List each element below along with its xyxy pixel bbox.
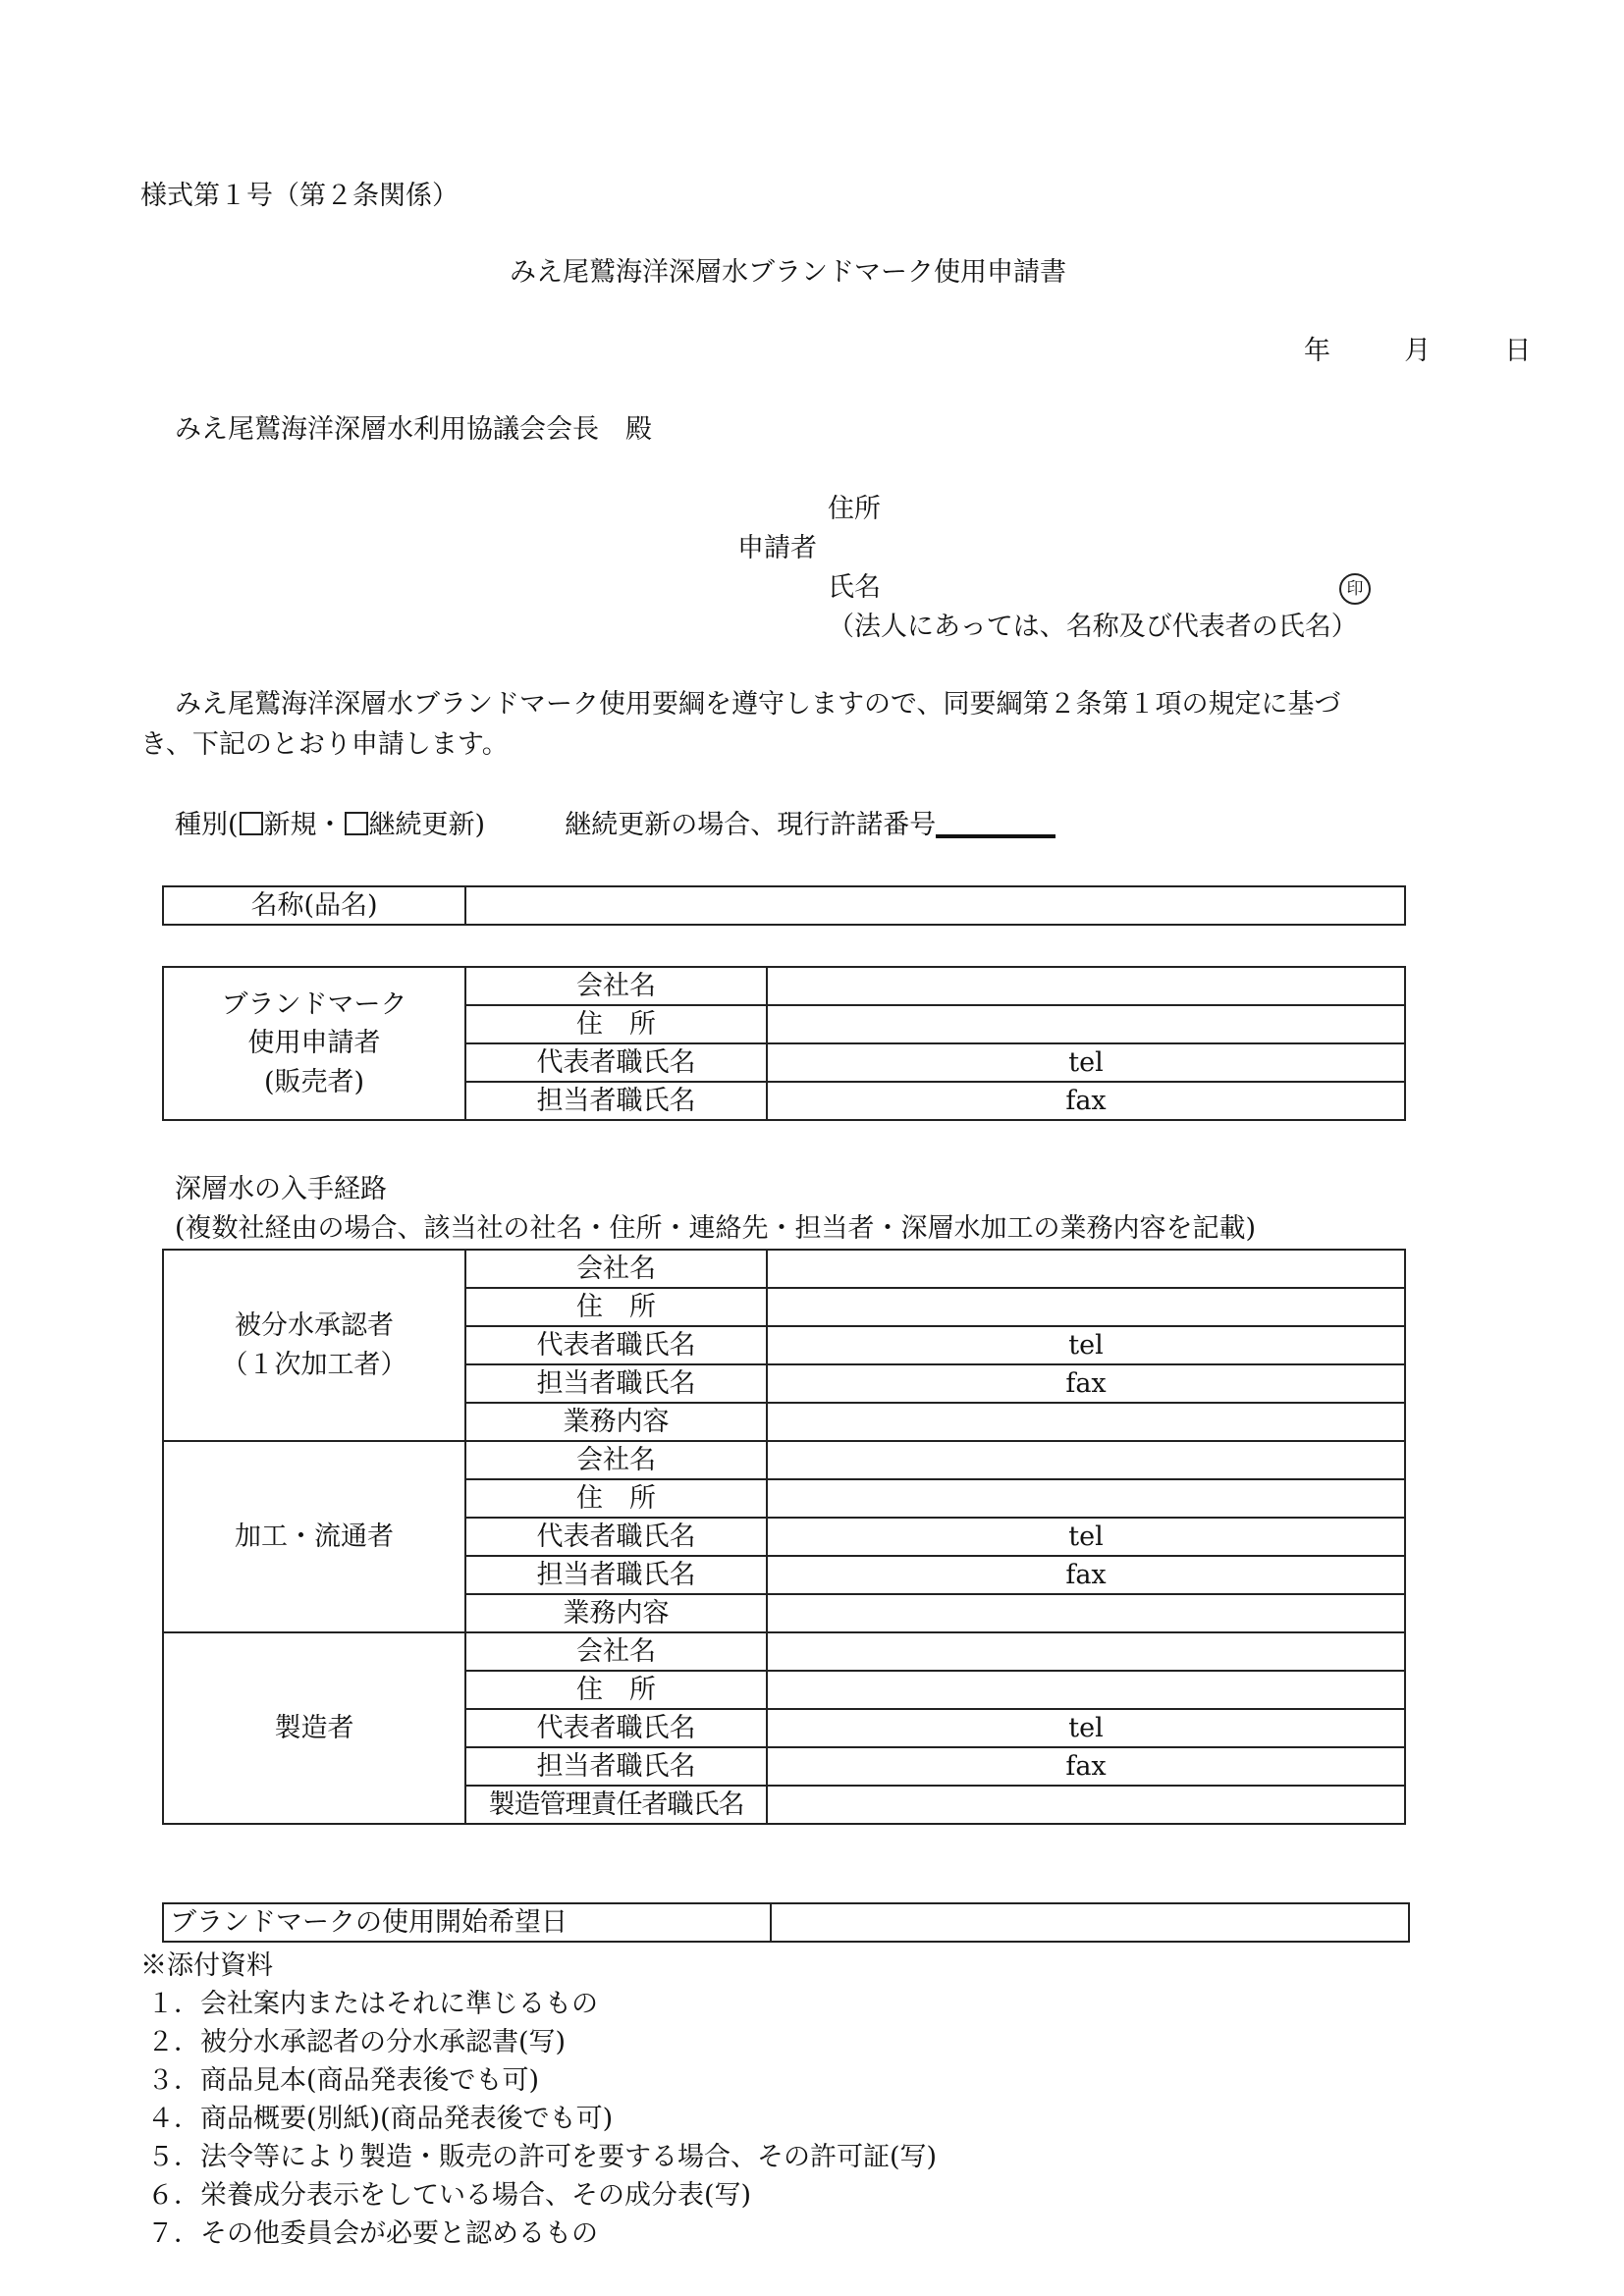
attachments-heading: ※添付資料	[140, 1950, 273, 1981]
route-row-label: 住 所	[465, 1288, 767, 1326]
seller-representative-field[interactable]: tel	[767, 1043, 1405, 1082]
date-year-label: 年	[1304, 336, 1330, 366]
route-row-label: 代表者職氏名	[465, 1709, 767, 1747]
route-field[interactable]	[767, 1671, 1405, 1709]
route-field[interactable]	[767, 1479, 1405, 1518]
route-note: (複数社経由の場合、該当社の社名・住所・連絡先・担当者・深層水加工の業務内容を記載)	[175, 1213, 1257, 1244]
type-suffix: )	[474, 810, 486, 840]
start-date-label: ブランドマークの使用開始希望日	[163, 1903, 771, 1942]
applicant-label: 申請者	[737, 533, 817, 563]
route-group-label-line: 加工・流通者	[235, 1522, 394, 1552]
route-row-label: 会社名	[465, 1250, 767, 1288]
attachment-item: １．会社案内またはそれに準じるもの	[147, 1989, 598, 2019]
type-option-new: 新規	[263, 810, 317, 840]
attachment-item: ５．法令等により製造・販売の許可を要する場合、その許可証(写)	[147, 2142, 938, 2172]
product-name-table	[162, 885, 1406, 926]
route-row-label: 住 所	[465, 1671, 767, 1709]
route-table	[162, 1249, 1406, 1825]
seller-row-label: 担当者職氏名	[465, 1082, 767, 1120]
applicant-name-label: 氏名	[828, 572, 881, 603]
applicant-note: （法人にあっては、名称及び代表者の氏名）	[828, 612, 1358, 642]
attachment-item: ４．商品概要(別紙)(商品発表後でも可)	[147, 2104, 614, 2134]
attachment-item: ２．被分水承認者の分水承認書(写)	[147, 2027, 567, 2057]
route-row-label: 業務内容	[465, 1403, 767, 1441]
route-field[interactable]	[767, 1288, 1405, 1326]
route-group-label-line: 被分水承認者	[235, 1310, 394, 1342]
route-field[interactable]: tel	[767, 1518, 1405, 1556]
table-row	[163, 1250, 1405, 1288]
table-row	[163, 886, 1405, 925]
applicant-address-label: 住所	[828, 494, 881, 524]
attachment-item: ７．その他委員会が必要と認めるもの	[147, 2218, 598, 2249]
seller-table	[162, 966, 1406, 1121]
body-line-2: き、下記のとおり申請します。	[140, 729, 509, 760]
date-line	[1304, 338, 1531, 364]
seller-group-label	[163, 967, 465, 1120]
checkbox-new[interactable]	[240, 812, 263, 835]
table-row	[163, 1903, 1409, 1942]
route-field[interactable]	[767, 1786, 1405, 1824]
start-date-field[interactable]	[771, 1903, 1409, 1942]
type-option-renew: 継続更新	[368, 810, 475, 840]
route-group-label-line: 製造者	[274, 1713, 354, 1743]
attachment-item: ６．栄養成分表示をしている場合、その成分表(写)	[147, 2180, 752, 2211]
seller-company-field[interactable]	[767, 967, 1405, 1005]
table-row	[163, 1632, 1405, 1671]
route-row-label: 代表者職氏名	[465, 1518, 767, 1556]
seller-row-label: 代表者職氏名	[465, 1043, 767, 1082]
route-group-label	[163, 1250, 465, 1441]
route-field[interactable]	[767, 1441, 1405, 1479]
route-group-label-line: （１次加工者）	[221, 1349, 407, 1380]
route-heading: 深層水の入手経路	[175, 1174, 387, 1204]
type-separator: ・	[316, 810, 344, 840]
type-prefix: 種別(	[175, 810, 239, 840]
route-row-label: 担当者職氏名	[465, 1364, 767, 1403]
seller-row-label: 住 所	[465, 1005, 767, 1043]
body-line-1: みえ尾鷲海洋深層水ブランドマーク使用要綱を遵守しますので、同要綱第２条第１項の規定に基づ	[175, 689, 1341, 720]
route-field[interactable]: fax	[767, 1364, 1405, 1403]
route-row-label: 代表者職氏名	[465, 1326, 767, 1364]
seller-group-label-line: ブランドマーク	[221, 989, 407, 1021]
seal-mark: 印	[1339, 573, 1371, 605]
route-row-label: 製造管理責任者職氏名	[465, 1786, 767, 1824]
route-group-label	[163, 1632, 465, 1824]
seller-address-field[interactable]	[767, 1005, 1405, 1043]
product-name-field[interactable]	[465, 886, 1405, 925]
product-name-label: 名称(品名)	[163, 886, 465, 925]
route-field[interactable]: tel	[767, 1326, 1405, 1364]
type-line	[175, 811, 1056, 838]
start-date-table	[162, 1902, 1410, 1943]
addressee: みえ尾鷲海洋深層水利用協議会会長 殿	[175, 414, 652, 445]
seller-contact-field[interactable]: fax	[767, 1082, 1405, 1120]
checkbox-renew[interactable]	[345, 812, 368, 835]
route-row-label: 会社名	[465, 1632, 767, 1671]
route-field[interactable]	[767, 1594, 1405, 1632]
table-row	[163, 1441, 1405, 1479]
seller-row-label: 会社名	[465, 967, 767, 1005]
route-field[interactable]: fax	[767, 1556, 1405, 1594]
renewal-number-label: 継続更新の場合、現行許諾番号	[565, 810, 937, 840]
route-row-label: 担当者職氏名	[465, 1556, 767, 1594]
seller-group-label-line: 使用申請者	[247, 1028, 381, 1059]
attachment-item: ３．商品見本(商品発表後でも可)	[147, 2065, 540, 2096]
route-row-label: 業務内容	[465, 1594, 767, 1632]
seal-mark-icon	[1339, 572, 1371, 605]
route-row-label: 住 所	[465, 1479, 767, 1518]
date-month-label: 月	[1404, 336, 1432, 366]
route-field[interactable]	[767, 1403, 1405, 1441]
route-field[interactable]	[767, 1632, 1405, 1671]
renewal-number-field[interactable]	[936, 811, 1056, 838]
route-row-label: 担当者職氏名	[465, 1747, 767, 1786]
seller-group-label-line: (販売者)	[263, 1066, 365, 1097]
route-field[interactable]: tel	[767, 1709, 1405, 1747]
table-row	[163, 967, 1405, 1005]
form-number: 様式第１号（第２条関係）	[140, 181, 459, 211]
route-field[interactable]	[767, 1250, 1405, 1288]
route-row-label: 会社名	[465, 1441, 767, 1479]
route-group-label	[163, 1441, 465, 1632]
document-title: みえ尾鷲海洋深層水ブランドマーク使用申請書	[510, 257, 1066, 288]
route-field[interactable]: fax	[767, 1747, 1405, 1786]
date-day-label: 日	[1504, 336, 1532, 366]
